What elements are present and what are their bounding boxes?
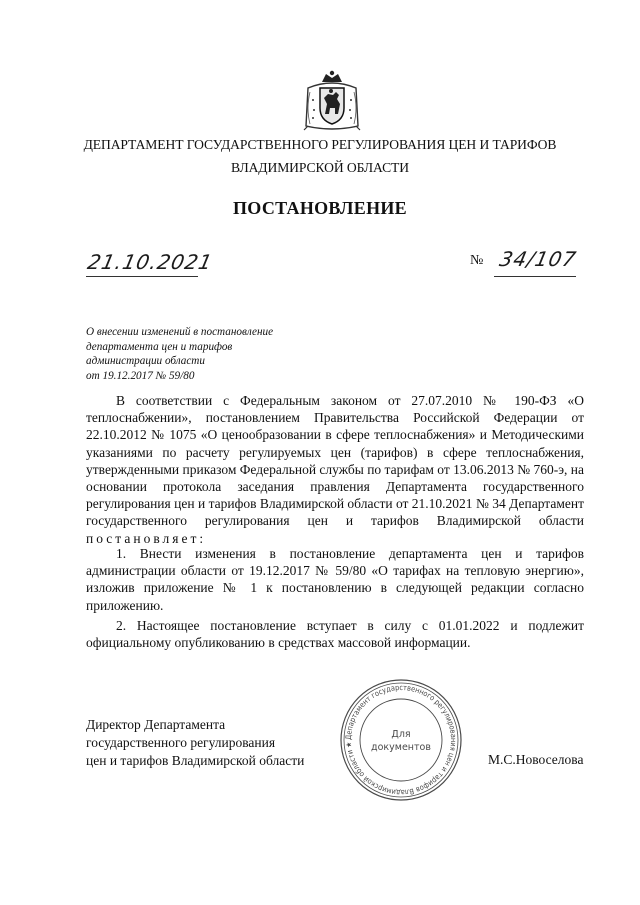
- subject-block: [86, 325, 346, 383]
- stamp-ring-text: Департамент государственного регулирования цен и тарифов Владимирской области ★: [343, 682, 459, 798]
- clause-1-paragraph: 1. Внести изменения в постановление департамента цен и тарифов администрации области от 19.12.2017 № 59/80 «О тарифах на тепловую энергию», изложив приложение № 1 к постановлению в следующей редакции согласно приложению.: [86, 546, 584, 613]
- position-line: государственного регулирования: [86, 735, 276, 750]
- document-title: ПОСТАНОВЛЕНИЕ: [233, 198, 407, 218]
- preamble-text: В соответствии с Федеральным законом от 27.07.2010 № 190-ФЗ «О теплоснабжении», постановлением Правительства Российской Федерации от 22.10.2012 № 1075 «О ценообразовании в сфере теплоснабжения» и Методическими указаниями по расчету регулируемых цен (тарифов) в сфере теплоснабжения, утвержденными приказом Федеральной службы по тарифам от 13.06.2013 № 760-э, на основании протокола заседания правления Департамента государственного регулирования цен и тарифов Владимирской области от 21.10.2021 № 34 Департамент государственного регулирования цен и тарифов Владимирской области: [86, 393, 584, 529]
- subject-line: департамента цен и тарифов: [86, 340, 233, 353]
- subject-line: О внесении изменений в постановление: [86, 326, 274, 338]
- clause-2-paragraph: 2. Настоящее постановление вступает в силу с 01.01.2022 и подлежит официальному опубликованию в средствах массовой информации.: [86, 618, 584, 651]
- coat-of-arms-icon: [300, 68, 364, 132]
- number-label: №: [470, 253, 484, 268]
- date-underline: [86, 276, 198, 277]
- subject-line: от 19.12.2017 № 59/80: [86, 369, 195, 382]
- stamp-center-line2: документов: [371, 742, 431, 753]
- department-name-line1: ДЕПАРТАМЕНТ ГОСУДАРСТВЕННОГО РЕГУЛИРОВАНИЯ ЦЕН И ТАРИФОВ: [83, 137, 557, 152]
- preamble-paragraph: [86, 392, 584, 547]
- department-name-line2: ВЛАДИМИРСКОЙ ОБЛАСТИ: [231, 160, 409, 175]
- handwritten-number: 34/107: [497, 247, 579, 271]
- subject-line: администрации области: [86, 355, 205, 367]
- official-stamp: [338, 677, 464, 803]
- resolves-word: постановляет:: [86, 530, 207, 546]
- position-line: Директор Департамента: [86, 717, 226, 732]
- handwritten-date: 21.10.2021: [85, 250, 216, 274]
- number-underline: [494, 276, 576, 277]
- stamp-center-line1: Для: [391, 729, 411, 740]
- signer-name: М.С.Новоселова: [488, 752, 584, 767]
- signatory-position: [86, 716, 304, 770]
- position-line: цен и тарифов Владимирской области: [86, 753, 305, 768]
